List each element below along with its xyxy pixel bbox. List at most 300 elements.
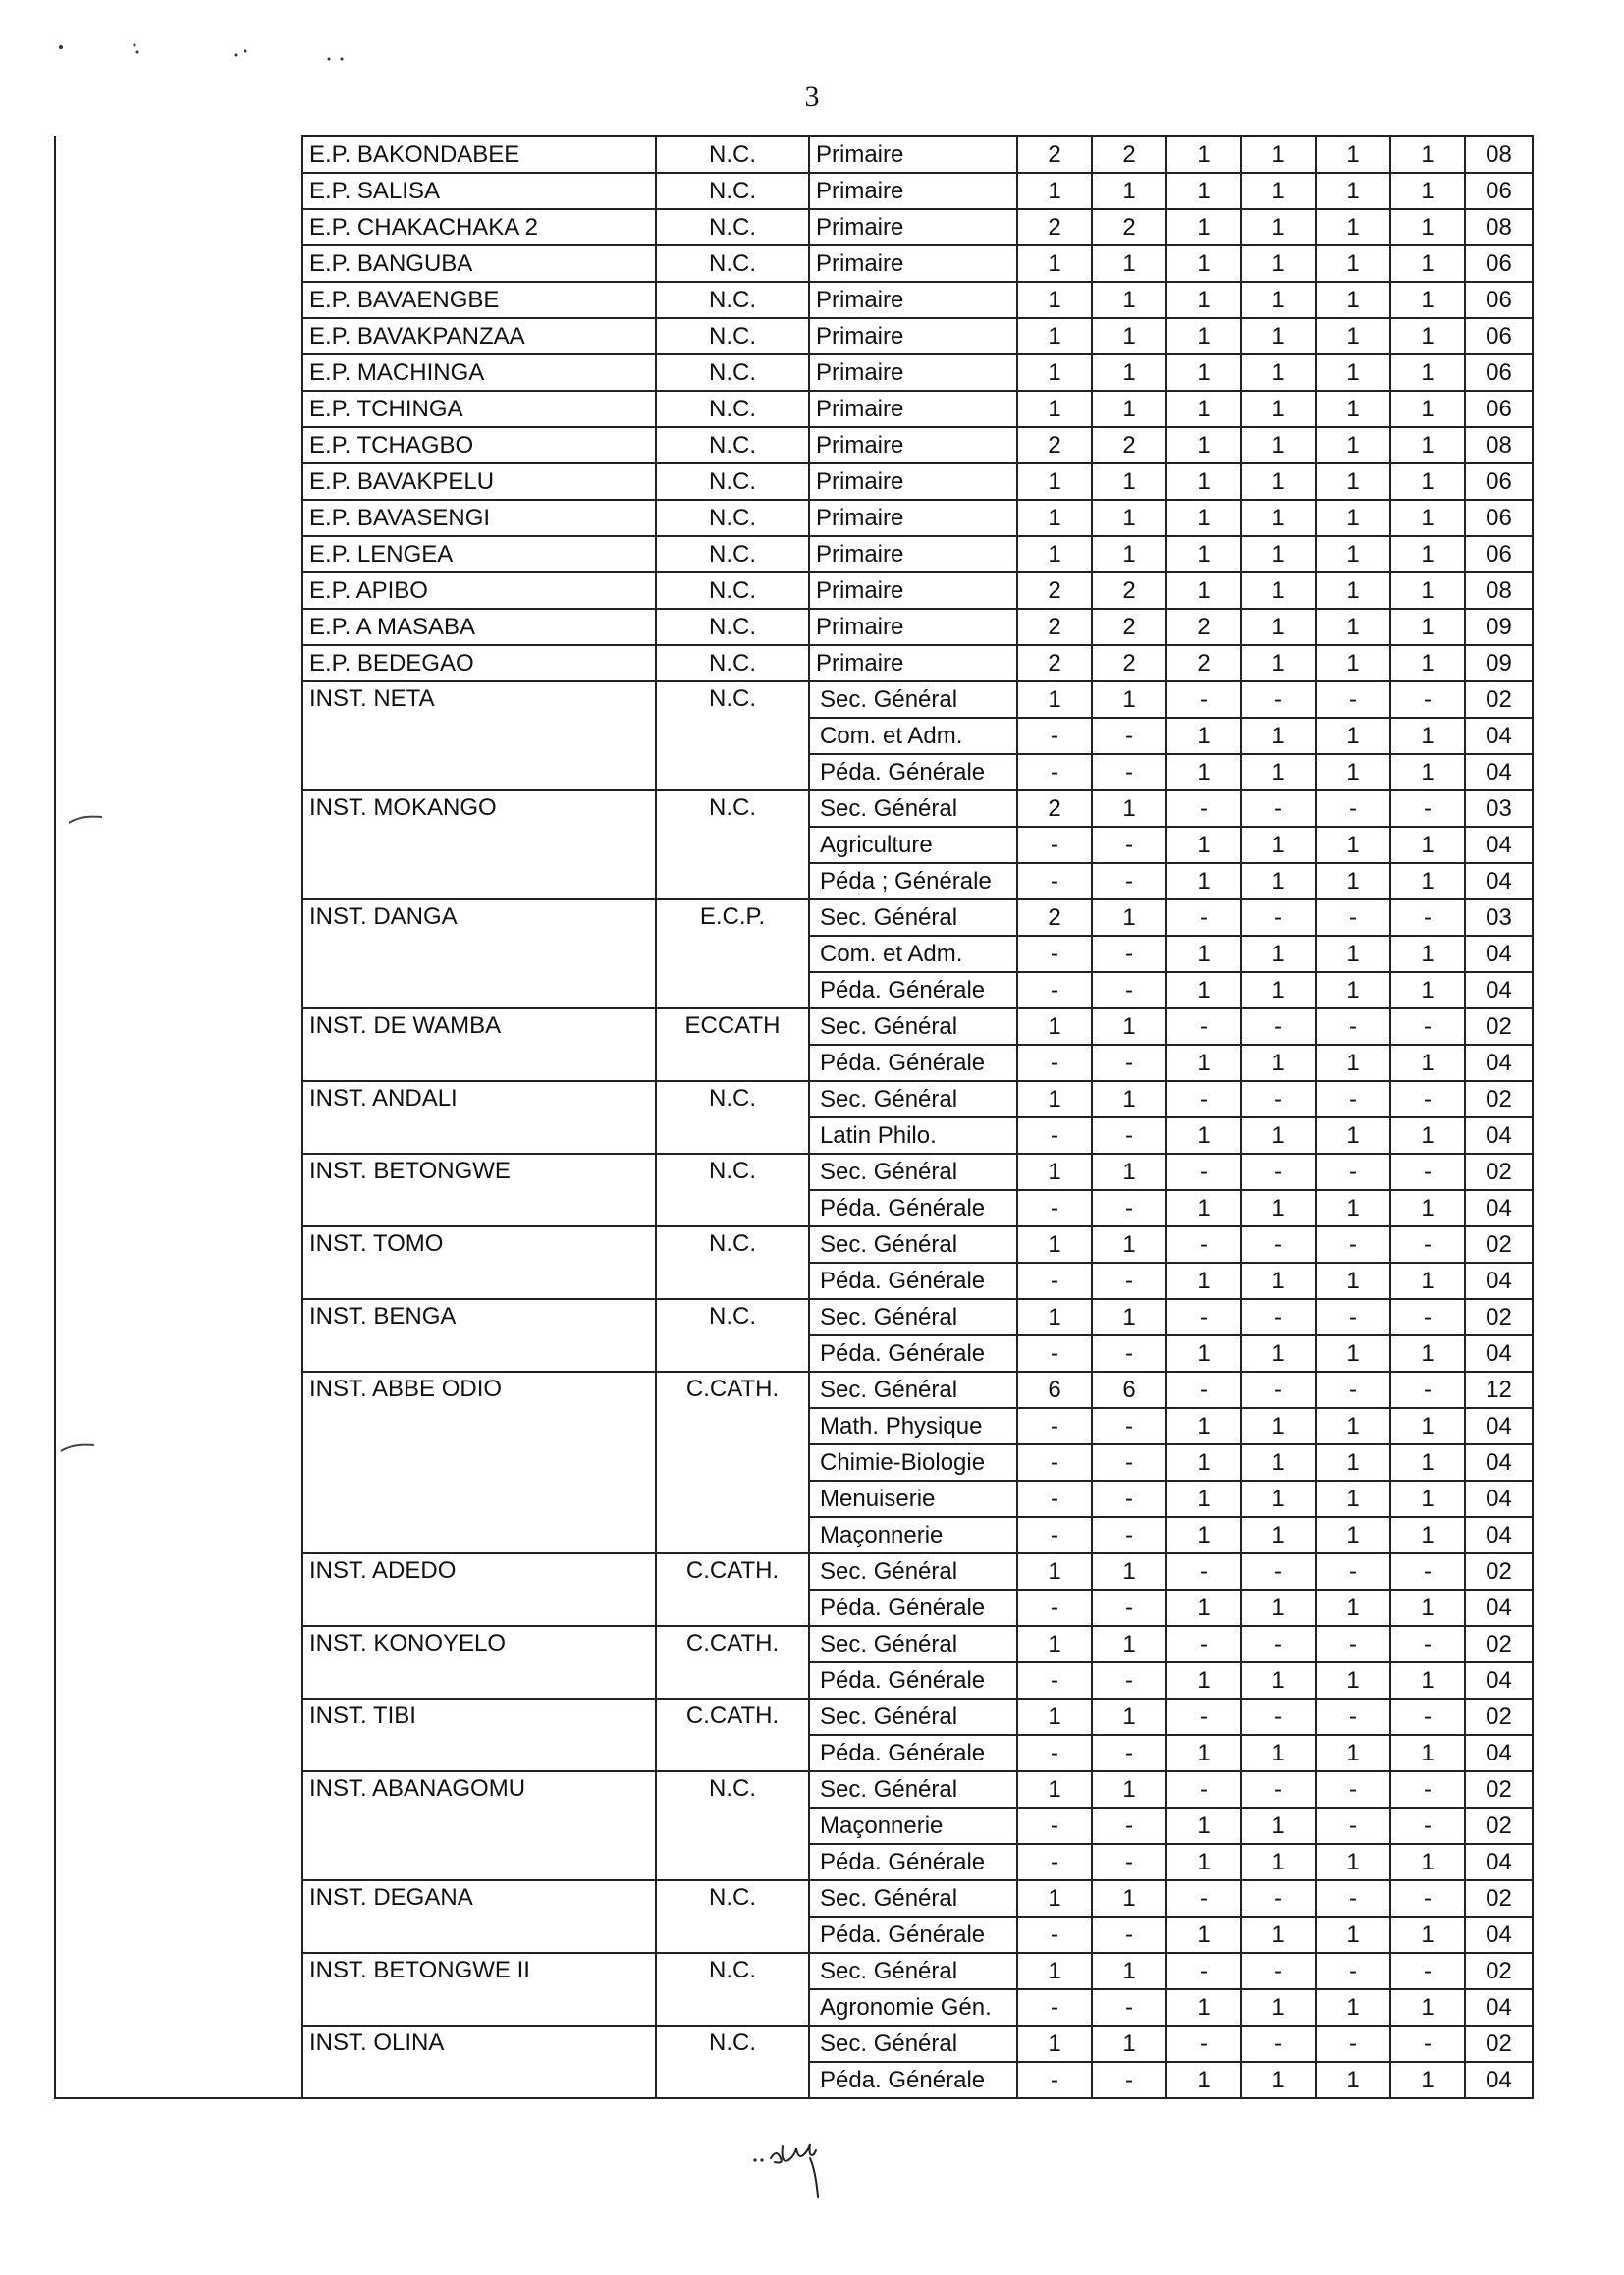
managing-authority: N.C. bbox=[656, 1081, 809, 1154]
count-cell: 2 bbox=[1092, 136, 1166, 173]
section-name: Péda. Générale bbox=[809, 1917, 1017, 1953]
count-cell: - bbox=[1017, 863, 1092, 899]
managing-authority: N.C. bbox=[656, 463, 809, 500]
count-cell: 1 bbox=[1241, 536, 1316, 572]
count-cell: 1 bbox=[1316, 1989, 1390, 2026]
section-name: Maçonnerie bbox=[809, 1517, 1017, 1553]
count-cell: 1 bbox=[1241, 718, 1316, 754]
count-cell: 1 bbox=[1241, 1335, 1316, 1372]
count-cell: 2 bbox=[1017, 572, 1092, 609]
managing-authority: N.C. bbox=[656, 1226, 809, 1299]
total-cell: 02 bbox=[1465, 1553, 1533, 1590]
count-cell: 1 bbox=[1092, 536, 1166, 572]
count-cell: 1 bbox=[1166, 1444, 1241, 1481]
count-cell: 1 bbox=[1241, 136, 1316, 173]
count-cell: - bbox=[1241, 1299, 1316, 1335]
count-cell: 1 bbox=[1166, 1263, 1241, 1299]
count-cell: 1 bbox=[1092, 245, 1166, 282]
total-cell: 06 bbox=[1465, 354, 1533, 391]
margin-pencil-mark bbox=[59, 1439, 98, 1455]
count-cell: - bbox=[1390, 1880, 1465, 1917]
school-name: INST. BETONGWE bbox=[302, 1154, 656, 1226]
count-cell: 1 bbox=[1390, 1735, 1465, 1771]
count-cell: - bbox=[1316, 1771, 1390, 1808]
section-name: Sec. Général bbox=[809, 1771, 1017, 1808]
count-cell: 1 bbox=[1316, 1917, 1390, 1953]
count-cell: - bbox=[1166, 1553, 1241, 1590]
count-cell: - bbox=[1390, 1154, 1465, 1190]
total-cell: 08 bbox=[1465, 209, 1533, 245]
school-name: E.P. BAVAKPELU bbox=[302, 463, 656, 500]
school-name: INST. KONOYELO bbox=[302, 1626, 656, 1699]
count-cell: 1 bbox=[1390, 209, 1465, 245]
section-name: Primaire bbox=[809, 500, 1017, 536]
count-cell: 1 bbox=[1316, 463, 1390, 500]
count-cell: - bbox=[1166, 1372, 1241, 1408]
count-cell: 1 bbox=[1316, 1117, 1390, 1154]
count-cell: - bbox=[1092, 1190, 1166, 1226]
total-cell: 04 bbox=[1465, 1408, 1533, 1444]
total-cell: 09 bbox=[1465, 609, 1533, 645]
count-cell: - bbox=[1166, 1299, 1241, 1335]
total-cell: 06 bbox=[1465, 318, 1533, 354]
total-cell: 04 bbox=[1465, 1917, 1533, 1953]
managing-authority: C.CATH. bbox=[656, 1553, 809, 1626]
total-cell: 06 bbox=[1465, 173, 1533, 209]
count-cell: 1 bbox=[1241, 754, 1316, 790]
count-cell: - bbox=[1390, 899, 1465, 936]
managing-authority: N.C. bbox=[656, 245, 809, 282]
section-name: Com. et Adm. bbox=[809, 936, 1017, 972]
total-cell: 06 bbox=[1465, 536, 1533, 572]
count-cell: 1 bbox=[1390, 500, 1465, 536]
scan-specks bbox=[0, 37, 1624, 86]
count-cell: 1 bbox=[1241, 1590, 1316, 1626]
count-cell: 1 bbox=[1092, 1008, 1166, 1045]
count-cell: 1 bbox=[1316, 427, 1390, 463]
section-name: Péda. Générale bbox=[809, 972, 1017, 1008]
count-cell: - bbox=[1241, 1626, 1316, 1662]
count-cell: 1 bbox=[1017, 282, 1092, 318]
count-cell: 1 bbox=[1241, 645, 1316, 681]
total-cell: 04 bbox=[1465, 1444, 1533, 1481]
count-cell: - bbox=[1166, 1226, 1241, 1263]
count-cell: - bbox=[1241, 1553, 1316, 1590]
count-cell: 1 bbox=[1390, 1481, 1465, 1517]
school-name: INST. ANDALI bbox=[302, 1081, 656, 1154]
count-cell: 1 bbox=[1166, 1590, 1241, 1626]
handwritten-signature bbox=[751, 2133, 839, 2201]
count-cell: - bbox=[1017, 1517, 1092, 1553]
school-name: INST. DANGA bbox=[302, 899, 656, 1008]
count-cell: 1 bbox=[1166, 318, 1241, 354]
count-cell: 1 bbox=[1166, 718, 1241, 754]
count-cell: 1 bbox=[1241, 500, 1316, 536]
count-cell: 1 bbox=[1166, 972, 1241, 1008]
count-cell: - bbox=[1092, 754, 1166, 790]
count-cell: 1 bbox=[1166, 1517, 1241, 1553]
section-name: Math. Physique bbox=[809, 1408, 1017, 1444]
count-cell: 1 bbox=[1390, 718, 1465, 754]
managing-authority: N.C. bbox=[656, 136, 809, 173]
count-cell: 1 bbox=[1241, 863, 1316, 899]
count-cell: 1 bbox=[1166, 754, 1241, 790]
count-cell: 1 bbox=[1390, 936, 1465, 972]
count-cell: - bbox=[1092, 827, 1166, 863]
count-cell: 1 bbox=[1316, 718, 1390, 754]
count-cell: 1 bbox=[1166, 1190, 1241, 1226]
count-cell: 1 bbox=[1241, 2062, 1316, 2098]
count-cell: 1 bbox=[1316, 936, 1390, 972]
blank-margin-column bbox=[55, 136, 302, 2098]
count-cell: - bbox=[1316, 1953, 1390, 1989]
managing-authority: N.C. bbox=[656, 318, 809, 354]
total-cell: 02 bbox=[1465, 1226, 1533, 1263]
count-cell: - bbox=[1017, 936, 1092, 972]
count-cell: 1 bbox=[1316, 572, 1390, 609]
count-cell: 1 bbox=[1241, 1808, 1316, 1844]
managing-authority: N.C. bbox=[656, 681, 809, 790]
section-name: Sec. Général bbox=[809, 899, 1017, 936]
school-name: E.P. BAVAKPANZAA bbox=[302, 318, 656, 354]
count-cell: 1 bbox=[1017, 1699, 1092, 1735]
section-name: Sec. Général bbox=[809, 1953, 1017, 1989]
count-cell: 1 bbox=[1390, 645, 1465, 681]
count-cell: 1 bbox=[1241, 972, 1316, 1008]
count-cell: 1 bbox=[1166, 572, 1241, 609]
school-name: INST. TIBI bbox=[302, 1699, 656, 1771]
count-cell: - bbox=[1092, 1844, 1166, 1880]
count-cell: 1 bbox=[1092, 500, 1166, 536]
school-name: INST. DE WAMBA bbox=[302, 1008, 656, 1081]
count-cell: 1 bbox=[1017, 1953, 1092, 1989]
count-cell: 1 bbox=[1241, 427, 1316, 463]
count-cell: 1 bbox=[1316, 282, 1390, 318]
total-cell: 06 bbox=[1465, 500, 1533, 536]
count-cell: 1 bbox=[1390, 427, 1465, 463]
count-cell: - bbox=[1241, 1226, 1316, 1263]
count-cell: 1 bbox=[1092, 282, 1166, 318]
count-cell: - bbox=[1092, 972, 1166, 1008]
count-cell: - bbox=[1092, 1989, 1166, 2026]
count-cell: 1 bbox=[1316, 245, 1390, 282]
count-cell: 1 bbox=[1092, 790, 1166, 827]
count-cell: 1 bbox=[1316, 391, 1390, 427]
count-cell: - bbox=[1241, 1372, 1316, 1408]
count-cell: 1 bbox=[1166, 173, 1241, 209]
count-cell: - bbox=[1241, 1699, 1316, 1735]
count-cell: 1 bbox=[1166, 1481, 1241, 1517]
section-name: Sec. Général bbox=[809, 1154, 1017, 1190]
section-name: Agronomie Gén. bbox=[809, 1989, 1017, 2026]
count-cell: - bbox=[1092, 1808, 1166, 1844]
count-cell: 1 bbox=[1390, 754, 1465, 790]
count-cell: - bbox=[1092, 718, 1166, 754]
count-cell: 1 bbox=[1166, 1045, 1241, 1081]
count-cell: 1 bbox=[1092, 1226, 1166, 1263]
count-cell: 1 bbox=[1390, 173, 1465, 209]
count-cell: - bbox=[1092, 1263, 1166, 1299]
section-name: Primaire bbox=[809, 245, 1017, 282]
school-name: INST. BENGA bbox=[302, 1299, 656, 1372]
count-cell: 1 bbox=[1390, 1844, 1465, 1880]
section-name: Chimie-Biologie bbox=[809, 1444, 1017, 1481]
school-name: INST. MOKANGO bbox=[302, 790, 656, 899]
count-cell: 2 bbox=[1017, 899, 1092, 936]
count-cell: - bbox=[1166, 1880, 1241, 1917]
section-name: Sec. Général bbox=[809, 1699, 1017, 1735]
count-cell: 1 bbox=[1241, 1117, 1316, 1154]
count-cell: 2 bbox=[1017, 790, 1092, 827]
count-cell: 1 bbox=[1241, 1917, 1316, 1953]
total-cell: 02 bbox=[1465, 2026, 1533, 2062]
school-name: INST. ABANAGOMU bbox=[302, 1771, 656, 1880]
count-cell: - bbox=[1241, 2026, 1316, 2062]
count-cell: 1 bbox=[1316, 1045, 1390, 1081]
count-cell: 1 bbox=[1316, 1844, 1390, 1880]
count-cell: 1 bbox=[1017, 1008, 1092, 1045]
count-cell: - bbox=[1092, 1408, 1166, 1444]
count-cell: 1 bbox=[1092, 2026, 1166, 2062]
count-cell: - bbox=[1166, 790, 1241, 827]
count-cell: - bbox=[1390, 1553, 1465, 1590]
total-cell: 04 bbox=[1465, 1117, 1533, 1154]
total-cell: 04 bbox=[1465, 2062, 1533, 2098]
count-cell: 1 bbox=[1390, 391, 1465, 427]
managing-authority: C.CATH. bbox=[656, 1372, 809, 1553]
total-cell: 02 bbox=[1465, 1626, 1533, 1662]
count-cell: 1 bbox=[1390, 1590, 1465, 1626]
total-cell: 08 bbox=[1465, 136, 1533, 173]
count-cell: 1 bbox=[1390, 827, 1465, 863]
count-cell: 1 bbox=[1241, 1408, 1316, 1444]
count-cell: 1 bbox=[1166, 245, 1241, 282]
school-name: E.P. MACHINGA bbox=[302, 354, 656, 391]
count-cell: 1 bbox=[1241, 282, 1316, 318]
count-cell: - bbox=[1017, 1662, 1092, 1699]
count-cell: 1 bbox=[1092, 681, 1166, 718]
section-name: Primaire bbox=[809, 427, 1017, 463]
count-cell: 2 bbox=[1092, 572, 1166, 609]
count-cell: 1 bbox=[1166, 1735, 1241, 1771]
count-cell: - bbox=[1017, 1844, 1092, 1880]
count-cell: - bbox=[1390, 1626, 1465, 1662]
section-name: Sec. Général bbox=[809, 1880, 1017, 1917]
count-cell: 1 bbox=[1017, 681, 1092, 718]
section-name: Péda. Générale bbox=[809, 1335, 1017, 1372]
count-cell: 1 bbox=[1166, 1917, 1241, 1953]
count-cell: - bbox=[1316, 1299, 1390, 1335]
school-name: INST. TOMO bbox=[302, 1226, 656, 1299]
count-cell: - bbox=[1166, 2026, 1241, 2062]
count-cell: - bbox=[1390, 1299, 1465, 1335]
managing-authority: N.C. bbox=[656, 645, 809, 681]
count-cell: 1 bbox=[1092, 1771, 1166, 1808]
section-name: Péda. Générale bbox=[809, 1263, 1017, 1299]
count-cell: - bbox=[1092, 1444, 1166, 1481]
count-cell: - bbox=[1092, 1481, 1166, 1517]
managing-authority: N.C. bbox=[656, 1154, 809, 1226]
count-cell: - bbox=[1316, 1226, 1390, 1263]
section-name: Péda. Générale bbox=[809, 1735, 1017, 1771]
section-name: Sec. Général bbox=[809, 790, 1017, 827]
count-cell: 2 bbox=[1092, 609, 1166, 645]
section-name: Primaire bbox=[809, 391, 1017, 427]
count-cell: 1 bbox=[1390, 1335, 1465, 1372]
total-cell: 04 bbox=[1465, 1735, 1533, 1771]
total-cell: 04 bbox=[1465, 718, 1533, 754]
count-cell: 2 bbox=[1017, 645, 1092, 681]
count-cell: - bbox=[1390, 2026, 1465, 2062]
total-cell: 02 bbox=[1465, 1699, 1533, 1735]
managing-authority: E.C.P. bbox=[656, 899, 809, 1008]
count-cell: 1 bbox=[1241, 1735, 1316, 1771]
count-cell: 1 bbox=[1316, 1444, 1390, 1481]
count-cell: 1 bbox=[1092, 1626, 1166, 1662]
total-cell: 02 bbox=[1465, 1808, 1533, 1844]
section-name: Sec. Général bbox=[809, 1372, 1017, 1408]
count-cell: - bbox=[1017, 1335, 1092, 1372]
count-cell: 1 bbox=[1017, 1553, 1092, 1590]
total-cell: 12 bbox=[1465, 1372, 1533, 1408]
count-cell: 1 bbox=[1241, 1045, 1316, 1081]
count-cell: 1 bbox=[1316, 863, 1390, 899]
school-name: INST. NETA bbox=[302, 681, 656, 790]
count-cell: - bbox=[1316, 1626, 1390, 1662]
count-cell: 1 bbox=[1316, 354, 1390, 391]
total-cell: 06 bbox=[1465, 391, 1533, 427]
total-cell: 02 bbox=[1465, 1771, 1533, 1808]
count-cell: - bbox=[1390, 1953, 1465, 1989]
school-name: E.P. BANGUBA bbox=[302, 245, 656, 282]
count-cell: 1 bbox=[1241, 173, 1316, 209]
section-name: Sec. Général bbox=[809, 1081, 1017, 1117]
count-cell: 1 bbox=[1316, 1662, 1390, 1699]
section-name: Primaire bbox=[809, 609, 1017, 645]
managing-authority: N.C. bbox=[656, 790, 809, 899]
count-cell: 1 bbox=[1390, 136, 1465, 173]
count-cell: 1 bbox=[1241, 245, 1316, 282]
count-cell: 1 bbox=[1166, 354, 1241, 391]
managing-authority: N.C. bbox=[656, 209, 809, 245]
count-cell: - bbox=[1241, 899, 1316, 936]
count-cell: - bbox=[1092, 1517, 1166, 1553]
count-cell: 1 bbox=[1390, 536, 1465, 572]
count-cell: 1 bbox=[1390, 1117, 1465, 1154]
school-name: E.P. SALISA bbox=[302, 173, 656, 209]
managing-authority: N.C. bbox=[656, 391, 809, 427]
count-cell: 1 bbox=[1166, 1844, 1241, 1880]
count-cell: 1 bbox=[1241, 827, 1316, 863]
count-cell: - bbox=[1092, 1735, 1166, 1771]
managing-authority: N.C. bbox=[656, 427, 809, 463]
section-name: Primaire bbox=[809, 318, 1017, 354]
count-cell: 1 bbox=[1316, 1408, 1390, 1444]
total-cell: 04 bbox=[1465, 1045, 1533, 1081]
count-cell: - bbox=[1316, 1880, 1390, 1917]
count-cell: 1 bbox=[1092, 354, 1166, 391]
count-cell: 1 bbox=[1241, 1989, 1316, 2026]
managing-authority: N.C. bbox=[656, 1299, 809, 1372]
section-name: Latin Philo. bbox=[809, 1117, 1017, 1154]
count-cell: 1 bbox=[1017, 173, 1092, 209]
count-cell: 1 bbox=[1390, 1917, 1465, 1953]
count-cell: 1 bbox=[1166, 1989, 1241, 2026]
section-name: Menuiserie bbox=[809, 1481, 1017, 1517]
table-body bbox=[55, 136, 1533, 2098]
managing-authority: N.C. bbox=[656, 500, 809, 536]
count-cell: 1 bbox=[1241, 318, 1316, 354]
count-cell: - bbox=[1390, 1372, 1465, 1408]
count-cell: 1 bbox=[1166, 391, 1241, 427]
count-cell: 1 bbox=[1316, 1335, 1390, 1372]
section-name: Péda ; Générale bbox=[809, 863, 1017, 899]
section-name: Primaire bbox=[809, 536, 1017, 572]
count-cell: 1 bbox=[1166, 282, 1241, 318]
count-cell: 1 bbox=[1017, 500, 1092, 536]
count-cell: 1 bbox=[1241, 936, 1316, 972]
count-cell: - bbox=[1092, 1590, 1166, 1626]
count-cell: 1 bbox=[1166, 2062, 1241, 2098]
section-name: Sec. Général bbox=[809, 2026, 1017, 2062]
count-cell: 1 bbox=[1017, 245, 1092, 282]
count-cell: 1 bbox=[1316, 173, 1390, 209]
section-name: Sec. Général bbox=[809, 681, 1017, 718]
count-cell: 1 bbox=[1166, 1335, 1241, 1372]
count-cell: 1 bbox=[1390, 1989, 1465, 2026]
school-name: E.P. BAVAENGBE bbox=[302, 282, 656, 318]
count-cell: - bbox=[1017, 1989, 1092, 2026]
count-cell: 1 bbox=[1316, 1190, 1390, 1226]
count-cell: 6 bbox=[1092, 1372, 1166, 1408]
section-name: Primaire bbox=[809, 173, 1017, 209]
count-cell: 1 bbox=[1241, 354, 1316, 391]
count-cell: 1 bbox=[1390, 863, 1465, 899]
total-cell: 08 bbox=[1465, 427, 1533, 463]
count-cell: - bbox=[1166, 1154, 1241, 1190]
count-cell: 1 bbox=[1092, 1699, 1166, 1735]
count-cell: 1 bbox=[1092, 391, 1166, 427]
section-name: Sec. Général bbox=[809, 1626, 1017, 1662]
table-row bbox=[55, 136, 1533, 173]
count-cell: 1 bbox=[1241, 1662, 1316, 1699]
managing-authority: N.C. bbox=[656, 609, 809, 645]
count-cell: 1 bbox=[1017, 354, 1092, 391]
count-cell: - bbox=[1166, 1081, 1241, 1117]
count-cell: - bbox=[1241, 1880, 1316, 1917]
count-cell: 1 bbox=[1390, 1517, 1465, 1553]
total-cell: 02 bbox=[1465, 1008, 1533, 1045]
total-cell: 04 bbox=[1465, 1190, 1533, 1226]
count-cell: 1 bbox=[1166, 1408, 1241, 1444]
school-name: INST. BETONGWE II bbox=[302, 1953, 656, 2026]
count-cell: 1 bbox=[1316, 1481, 1390, 1517]
count-cell: 1 bbox=[1241, 1481, 1316, 1517]
count-cell: - bbox=[1166, 1699, 1241, 1735]
section-name: Péda. Générale bbox=[809, 1662, 1017, 1699]
count-cell: 1 bbox=[1166, 136, 1241, 173]
managing-authority: N.C. bbox=[656, 536, 809, 572]
count-cell: 1 bbox=[1316, 645, 1390, 681]
count-cell: 1 bbox=[1092, 1880, 1166, 1917]
section-name: Primaire bbox=[809, 354, 1017, 391]
schools-table bbox=[54, 135, 1534, 2099]
count-cell: 1 bbox=[1017, 391, 1092, 427]
count-cell: 1 bbox=[1017, 1626, 1092, 1662]
count-cell: 1 bbox=[1092, 173, 1166, 209]
count-cell: 1 bbox=[1316, 500, 1390, 536]
count-cell: 6 bbox=[1017, 1372, 1092, 1408]
